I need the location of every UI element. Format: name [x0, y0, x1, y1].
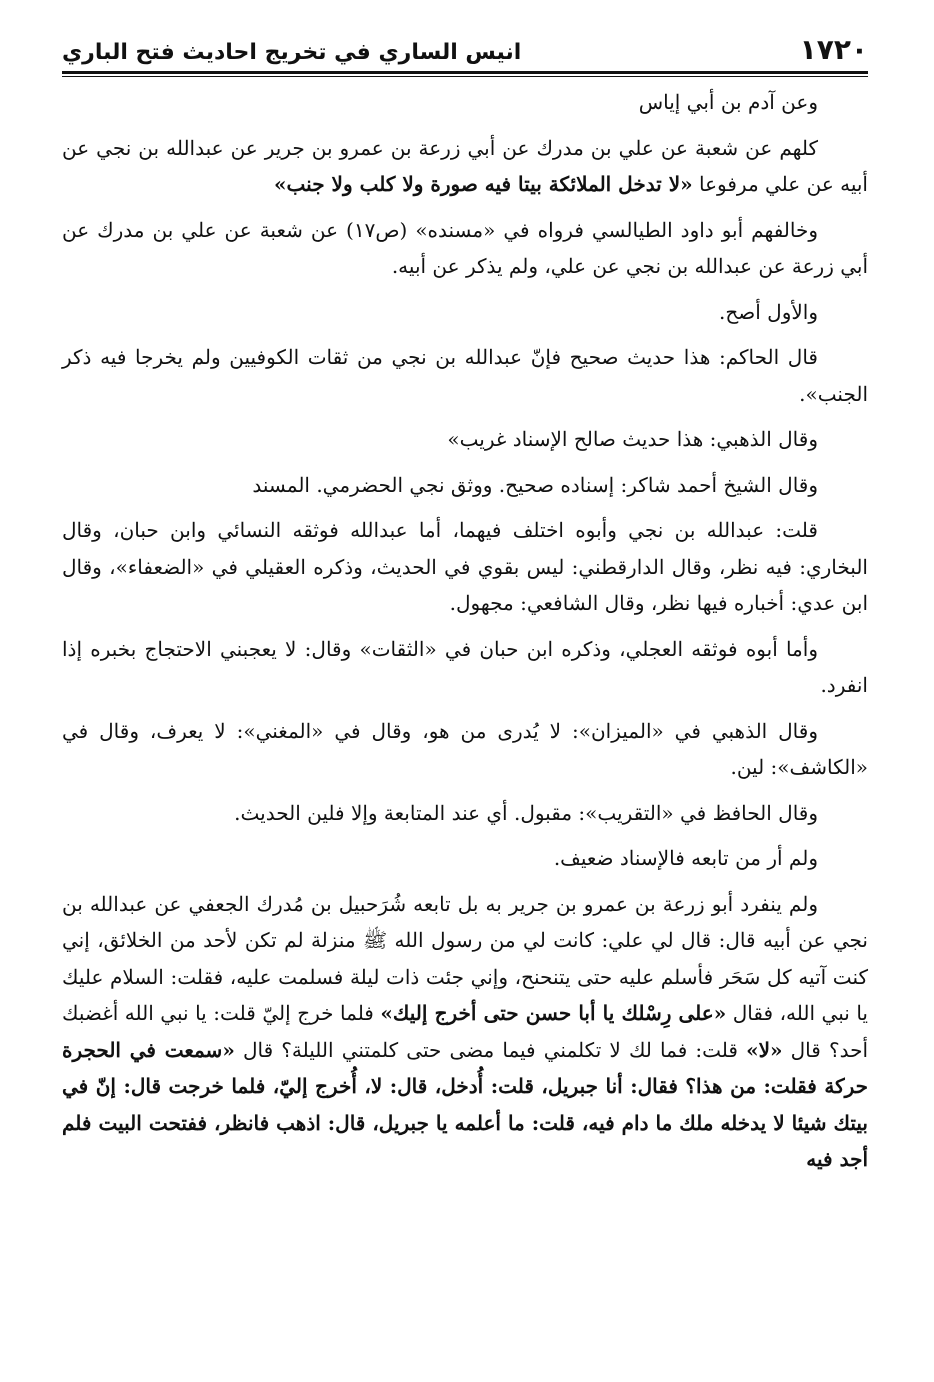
- paragraph-text: كلهم عن شعبة عن علي بن مدرك عن أبي زرعة بن عمرو بن جرير عن عبدالله بن نجي عن أبيه عن علي مرفوعا: [62, 135, 868, 196]
- hadith-text: «على رِسْلك يا أبا حسن حتى أخرج إليك»: [380, 1001, 727, 1025]
- paragraph: [62, 212, 868, 285]
- paragraph-text: وقال الحافظ في «التقريب»: مقبول. أي عند المتابعة وإلا فلين الحديث.: [234, 800, 818, 825]
- page-number: ١٧٢٠: [799, 33, 868, 66]
- hadith-text: «لا»: [746, 1037, 783, 1062]
- paragraph-text: وقال الذهبي: هذا حديث صالح الإسناد غريب»: [447, 427, 818, 451]
- paragraph-text: ولم أر من تابعه فالإسناد ضعيف.: [553, 846, 818, 870]
- paragraph: [62, 886, 868, 1178]
- paragraph-text: وخالفهم أبو داود الطيالسي فرواه في «مسنده» (ص١٧) عن شعبة عن علي بن مدرك عن أبي زرعة عن عبدالله بن نجي عن علي، ولم يذكر عن أبيه.: [62, 217, 868, 278]
- paragraph: [62, 130, 868, 203]
- paragraph-text: والأول أصح.: [719, 299, 818, 324]
- header-rule-thin: [62, 76, 868, 77]
- paragraph: [62, 795, 868, 832]
- paragraph-text: وقال الشيخ أحمد شاكر: إسناده صحيح. ووثق نجي الحضرمي. المسند: [252, 472, 818, 497]
- running-title: انيس الساري في تخريج احاديث فتح الباري: [62, 40, 522, 65]
- paragraph: [62, 713, 868, 786]
- paragraph: [62, 294, 868, 331]
- paragraph: [62, 631, 868, 704]
- page-body: [62, 84, 868, 1187]
- paragraph: [62, 421, 868, 458]
- paragraph: [62, 339, 868, 412]
- hadith-text: «سمعت في الحجرة حركة فقلت: من هذا؟ فقال: أنا جبريل، قلت: أُدخل، قال: لا، أُخرج إليّ، فلما خرجت قال: إنّ في بيتك شيئا لا يدخله ملك ما دام فيه، قلت: ما أعلمه يا جبريل، قال: اذهب فانظر، ففتحت البيت فلم أجد فيه: [62, 1037, 868, 1171]
- paragraph: [62, 840, 868, 877]
- paragraph: [62, 467, 868, 504]
- paragraph-text: وقال الذهبي في «الميزان»: لا يُدرى من هو، وقال في «المغني»: لا يعرف، وقال في «الكاشف»: لين.: [62, 718, 868, 779]
- paragraph-text: ولم ينفرد أبو زرعة بن عمرو بن جرير به بل تابعه شُرَحبيل بن مُدرك الجعفي عن عبدالله بن نجي عن أبيه قال: قال لي علي: كانت لي من رسول الله ﷺ منزلة لم تكن لأحد من الخلائق، إني كنت آتيه كل سَحَر فأسلم عليه حتى يتنحنح، وإني جئت ذات ليلة فسلمت عليه، فقلت: السلام عليك يا نبي الله، فقال: [62, 891, 868, 1025]
- paragraph-text: فلما خرج إليّ قلت: يا نبي الله أغضبك أحد؟ قال: [62, 1001, 868, 1062]
- paragraph-text: وأما أبوه فوثقه العجلي، وذكره ابن حبان في «الثقات» وقال: لا يعجبني الاحتجاج بخبره إذا انفرد.: [62, 636, 868, 697]
- header-rule: [62, 71, 868, 74]
- paragraph-text: قلت: فما لك لا تكلمني فيما مضى حتى كلمتني الليلة؟ قال: [234, 1037, 747, 1062]
- paragraph: [62, 84, 868, 121]
- paragraph-text: قلت: عبدالله بن نجي وأبوه اختلف فيهما، أما عبدالله فوثقه النسائي وابن حبان، وقال البخاري: فيه نظر، وقال الدارقطني: ليس بقوي في الحديث، وذكره العقيلي في «الضعفاء»، وقال ابن عدي: أخباره فيها نظر، وقال الشافعي: مجهول.: [62, 518, 868, 615]
- hadith-text: «لا تدخل الملائكة بيتا فيه صورة ولا كلب ولا جنب»: [274, 172, 693, 196]
- page-header: [62, 26, 868, 70]
- paragraph-text: قال الحاكم: هذا حديث صحيح فإنّ عبدالله بن نجي من ثقات الكوفيين ولم يخرجا فيه ذكر الجنب».: [62, 345, 868, 406]
- paragraph-text: وعن آدم بن أبي إياس: [638, 90, 818, 114]
- paragraph: [62, 512, 868, 622]
